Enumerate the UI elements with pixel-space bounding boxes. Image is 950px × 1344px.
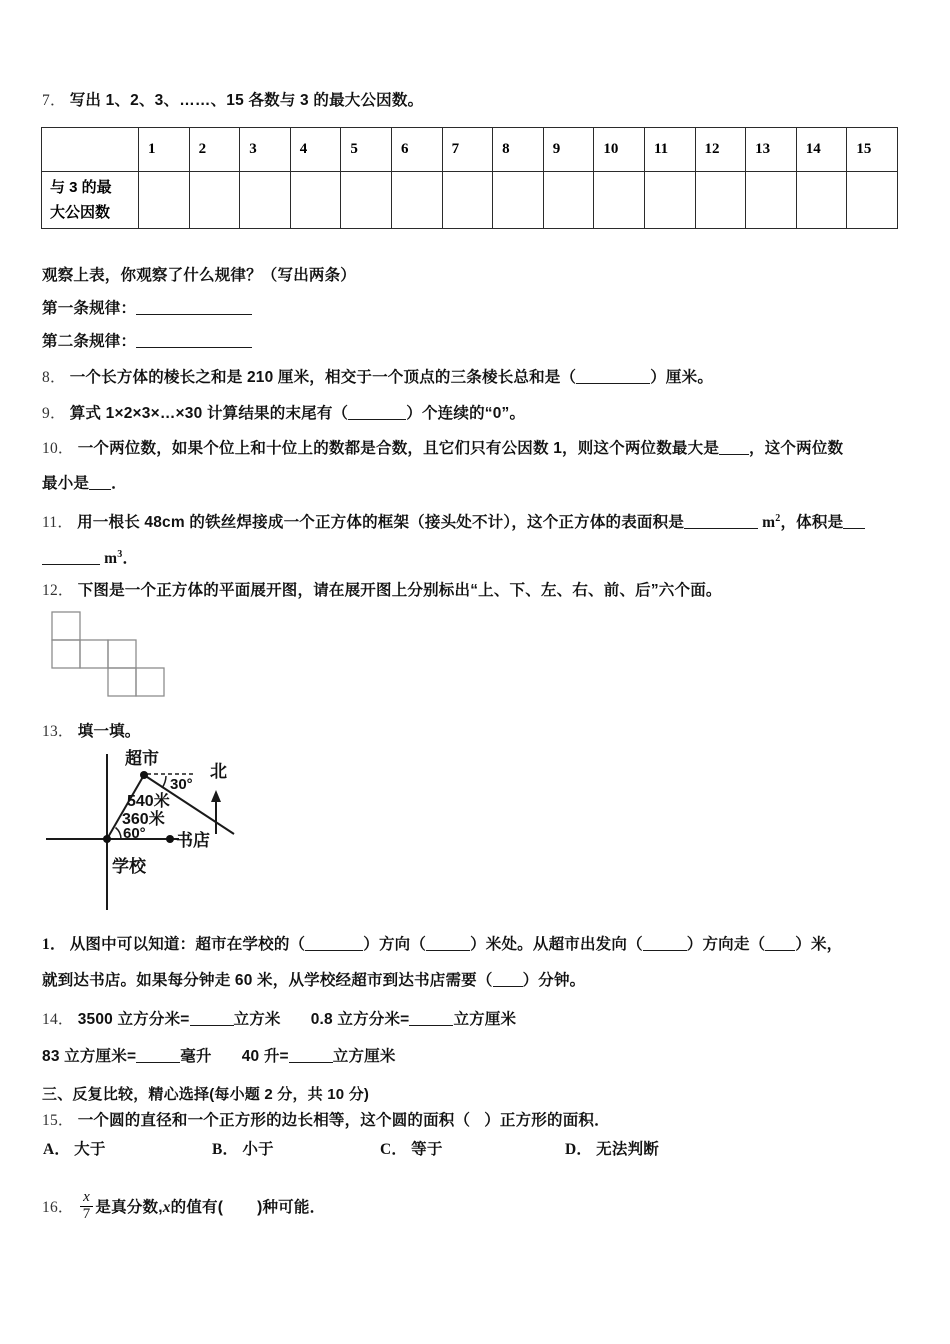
label-angle-60: 60° [123, 825, 146, 842]
label-bookstore: 书店 [176, 831, 210, 850]
table-row-label [42, 172, 139, 229]
label-school: 学校 [112, 857, 146, 876]
question-14-line1 [42, 1009, 516, 1030]
q14-blank-4[interactable] [289, 1062, 333, 1063]
question-7-followup: 观察上表，你观察了什么规律？（写出两条） [42, 267, 357, 284]
question-8-text-part2: ）厘米。 [650, 369, 714, 386]
net-square-top [52, 612, 80, 640]
q14-item3-label: 83 立方厘米= [42, 1048, 137, 1065]
table-answer-cell[interactable] [594, 172, 645, 229]
option-A-label: 大于 [74, 1141, 106, 1158]
table-answer-cell[interactable] [442, 172, 493, 229]
rule-1-label: 第一条规律： [42, 300, 137, 317]
table-row-label-line1: 与 3 的最 [50, 179, 112, 196]
q16-text-c: )种可能． [257, 1198, 326, 1216]
question-9-text-part2: ）个连续的“0”。 [406, 405, 526, 422]
q13-sub-blank-5[interactable] [493, 986, 523, 987]
table-answer-cell[interactable] [847, 172, 898, 229]
table-corner-cell [42, 128, 139, 172]
table-header-6: 6 [391, 128, 442, 172]
question-16-number: 16． [42, 1198, 74, 1216]
option-C-label: 等于 [411, 1141, 443, 1158]
rule-2-blank[interactable] [136, 347, 252, 348]
table-header-3: 3 [240, 128, 291, 172]
cube-net-svg [50, 610, 210, 705]
option-D[interactable] [565, 1139, 659, 1160]
label-supermarket: 超市 [125, 749, 159, 768]
option-B-label: 小于 [242, 1141, 274, 1158]
question-8-number: 8． [42, 369, 66, 386]
q13-sub-text-b: ）方向（ [363, 936, 427, 953]
net-square-mid-center [80, 640, 108, 668]
point-supermarket [140, 771, 148, 779]
table-header-row [42, 128, 898, 172]
table-answer-cell[interactable] [189, 172, 240, 229]
table-answer-cell[interactable] [695, 172, 746, 229]
q14-item1-unit: 立方米 [233, 1011, 281, 1028]
question-9 [42, 403, 525, 424]
question-11-text-part1: 用一根长 48cm 的铁丝焊接成一个正方体的框架（接头处不计），这个正方体的表面积是 [77, 514, 685, 532]
table-header-10: 10 [594, 128, 645, 172]
cube-net-figure [50, 610, 210, 710]
q16-variable: x [162, 1198, 171, 1216]
q14-blank-1[interactable] [190, 1025, 234, 1026]
table-answer-cell[interactable] [746, 172, 797, 229]
angle-arc-30 [162, 776, 166, 788]
question-13-sub-line2 [42, 970, 585, 991]
rule-1-blank[interactable] [136, 314, 252, 315]
question-10-text-part2: ，这个两位数 [749, 440, 844, 457]
q14-item2-unit: 立方厘米 [453, 1011, 517, 1028]
table-header-2: 2 [189, 128, 240, 172]
question-14-number: 14． [42, 1011, 74, 1028]
q13-sub-text-d: ）方向走（ [686, 936, 766, 953]
table-answer-cell[interactable] [391, 172, 442, 229]
q14-blank-2[interactable] [409, 1025, 453, 1026]
question-11-unit-2: $m^3$ [104, 549, 123, 568]
q13-sub-text-a: 从图中可以知道：超市在学校的（ [69, 936, 306, 953]
question-10-line2 [42, 473, 127, 494]
question-13 [42, 721, 141, 742]
net-square-bottom-left [108, 668, 136, 696]
table-header-14: 14 [796, 128, 847, 172]
q13-sub-blank-4[interactable] [765, 950, 795, 951]
question-14-line2 [42, 1046, 396, 1067]
question-9-text-part1: 算式 1×2×3×…×30 计算结果的末尾有（ [69, 405, 349, 422]
table-header-15: 15 [847, 128, 898, 172]
gcd-table [41, 127, 898, 229]
table-header-5: 5 [341, 128, 392, 172]
table-answer-cell[interactable] [543, 172, 594, 229]
question-10-line1 [42, 438, 843, 459]
direction-map-figure [44, 742, 294, 922]
table-header-11: 11 [644, 128, 695, 172]
question-11-blank-1[interactable] [684, 528, 758, 529]
table-header-9: 9 [543, 128, 594, 172]
question-16 [42, 1190, 325, 1223]
north-arrow-head [211, 790, 221, 802]
table-row-label-line2: 大公因数 [50, 204, 111, 221]
question-12 [42, 580, 722, 601]
question-8-text-part1: 一个长方体的棱长之和是 210 厘米，相交于一个顶点的三条棱长总和是（ [69, 369, 577, 386]
question-10-blank-2[interactable] [89, 489, 111, 490]
question-7-text: 写出 1、2、3、……、15 各数与 3 的最大公因数。 [69, 92, 424, 109]
table-header-8: 8 [493, 128, 544, 172]
table-answer-cell[interactable] [644, 172, 695, 229]
question-11-text-part2: ，体积是 [780, 514, 844, 532]
option-B-letter: B． [212, 1141, 239, 1158]
question-15-number: 15． [42, 1112, 74, 1129]
q16-text-a: 是真分数, [95, 1198, 163, 1216]
unit-2-superscript: 3 [117, 549, 123, 560]
question-10-number: 10． [42, 440, 74, 457]
q15-text-b: ）正方形的面积． [484, 1112, 610, 1129]
section-3-heading: 三、反复比较，精心选择(每小题 2 分，共 10 分) [42, 1086, 370, 1103]
question-12-text: 下图是一个正方体的平面展开图，请在展开图上分别标出“上、下、左、右、前、后”六个面。 [77, 582, 722, 599]
question-10-text-part3: 最小是 [42, 475, 90, 492]
rule-2-line [42, 331, 252, 352]
option-A[interactable] [43, 1139, 106, 1160]
angle-arc-60 [116, 828, 122, 840]
q15-text-a: 一个圆的直径和一个正方形的边长相等，这个圆的面积（ [77, 1112, 471, 1129]
q14-blank-3[interactable] [136, 1062, 180, 1063]
q13-sub-text-c: ）米处。从超市出发向（ [470, 936, 643, 953]
question-9-number: 9． [42, 405, 66, 422]
table-answer-cell[interactable] [341, 172, 392, 229]
question-13-sub-number: 1． [42, 936, 66, 953]
table-header-7: 7 [442, 128, 493, 172]
table-answer-cell[interactable] [493, 172, 544, 229]
label-distance-360: 360米 [122, 811, 165, 828]
question-8 [42, 367, 713, 388]
q13-sub-blank-1[interactable] [305, 950, 363, 951]
option-C[interactable] [380, 1139, 443, 1160]
fraction-x-over-7 [80, 1190, 94, 1223]
q13-sub-text-line2a: 就到达书店。如果每分钟走 60 米，从学校经超市到达书店需要（ [42, 972, 493, 989]
fraction-numerator: x [83, 1189, 90, 1205]
question-8-blank[interactable] [576, 383, 650, 384]
option-A-letter: A． [43, 1141, 71, 1158]
table-answer-cell[interactable] [139, 172, 190, 229]
q13-sub-blank-2[interactable] [426, 950, 470, 951]
q13-sub-blank-3[interactable] [643, 950, 687, 951]
question-11-blank-2b[interactable] [42, 564, 100, 565]
question-13-sub-line1 [42, 934, 842, 955]
question-10-text-part4: ． [111, 475, 127, 492]
label-distance-540: 540米 [127, 793, 170, 810]
question-15 [42, 1110, 610, 1131]
question-13-text: 填一填。 [77, 723, 141, 740]
q13-sub-text-e: ）米， [795, 936, 843, 953]
point-school [103, 835, 111, 843]
table-answer-cell[interactable] [240, 172, 291, 229]
question-7-number: 7． [42, 92, 66, 109]
q14-item2-label: 0.8 立方分米= [310, 1011, 410, 1028]
q14-item4-unit: 立方厘米 [332, 1048, 396, 1065]
q14-item3-unit: 毫升 [180, 1048, 212, 1065]
label-north: 北 [210, 762, 227, 781]
question-11-unit-1: $m^2$ [762, 513, 781, 532]
table-answer-row [42, 172, 898, 229]
option-B[interactable] [212, 1139, 274, 1160]
question-9-blank[interactable] [348, 419, 406, 420]
table-header-13: 13 [746, 128, 797, 172]
net-square-mid-left [52, 640, 80, 668]
question-10-text-part1: 一个两位数，如果个位上和十位上的数都是合数，且它们只有公因数 1，则这个两位数最大是 [77, 440, 720, 457]
direction-map-svg [44, 742, 294, 917]
label-angle-30: 30° [170, 776, 193, 793]
rule-1-line [42, 298, 252, 319]
q13-sub-text-line2b: ）分钟。 [522, 972, 586, 989]
question-11-line2 [42, 544, 138, 569]
q14-item4-label: 40 升= [241, 1048, 289, 1065]
table-header-1: 1 [139, 128, 190, 172]
rule-2-label: 第二条规律： [42, 333, 137, 350]
option-D-letter: D． [565, 1141, 593, 1158]
question-11-number: 11． [42, 514, 74, 532]
q14-item1-label: 3500 立方分米= [77, 1011, 190, 1028]
net-square-bottom-right [136, 668, 164, 696]
q16-text-b: 的值有( [170, 1198, 224, 1216]
table-header-12: 12 [695, 128, 746, 172]
question-13-number: 13． [42, 723, 74, 740]
table-header-4: 4 [290, 128, 341, 172]
option-C-letter: C． [380, 1141, 408, 1158]
question-7-prompt [42, 90, 423, 111]
net-square-mid-right [108, 640, 136, 668]
question-10-blank-1[interactable] [719, 454, 749, 455]
question-11-blank-2a[interactable] [843, 528, 865, 529]
table-answer-cell[interactable] [290, 172, 341, 229]
question-11-line1 [42, 508, 865, 533]
table-answer-cell[interactable] [796, 172, 847, 229]
question-11-text-part4: ． [122, 550, 139, 568]
point-bookstore [166, 835, 174, 843]
unit-1-superscript: 2 [775, 513, 781, 524]
option-D-label: 无法判断 [596, 1141, 659, 1158]
question-12-number: 12． [42, 582, 74, 599]
fraction-denominator: 7 [80, 1206, 94, 1223]
